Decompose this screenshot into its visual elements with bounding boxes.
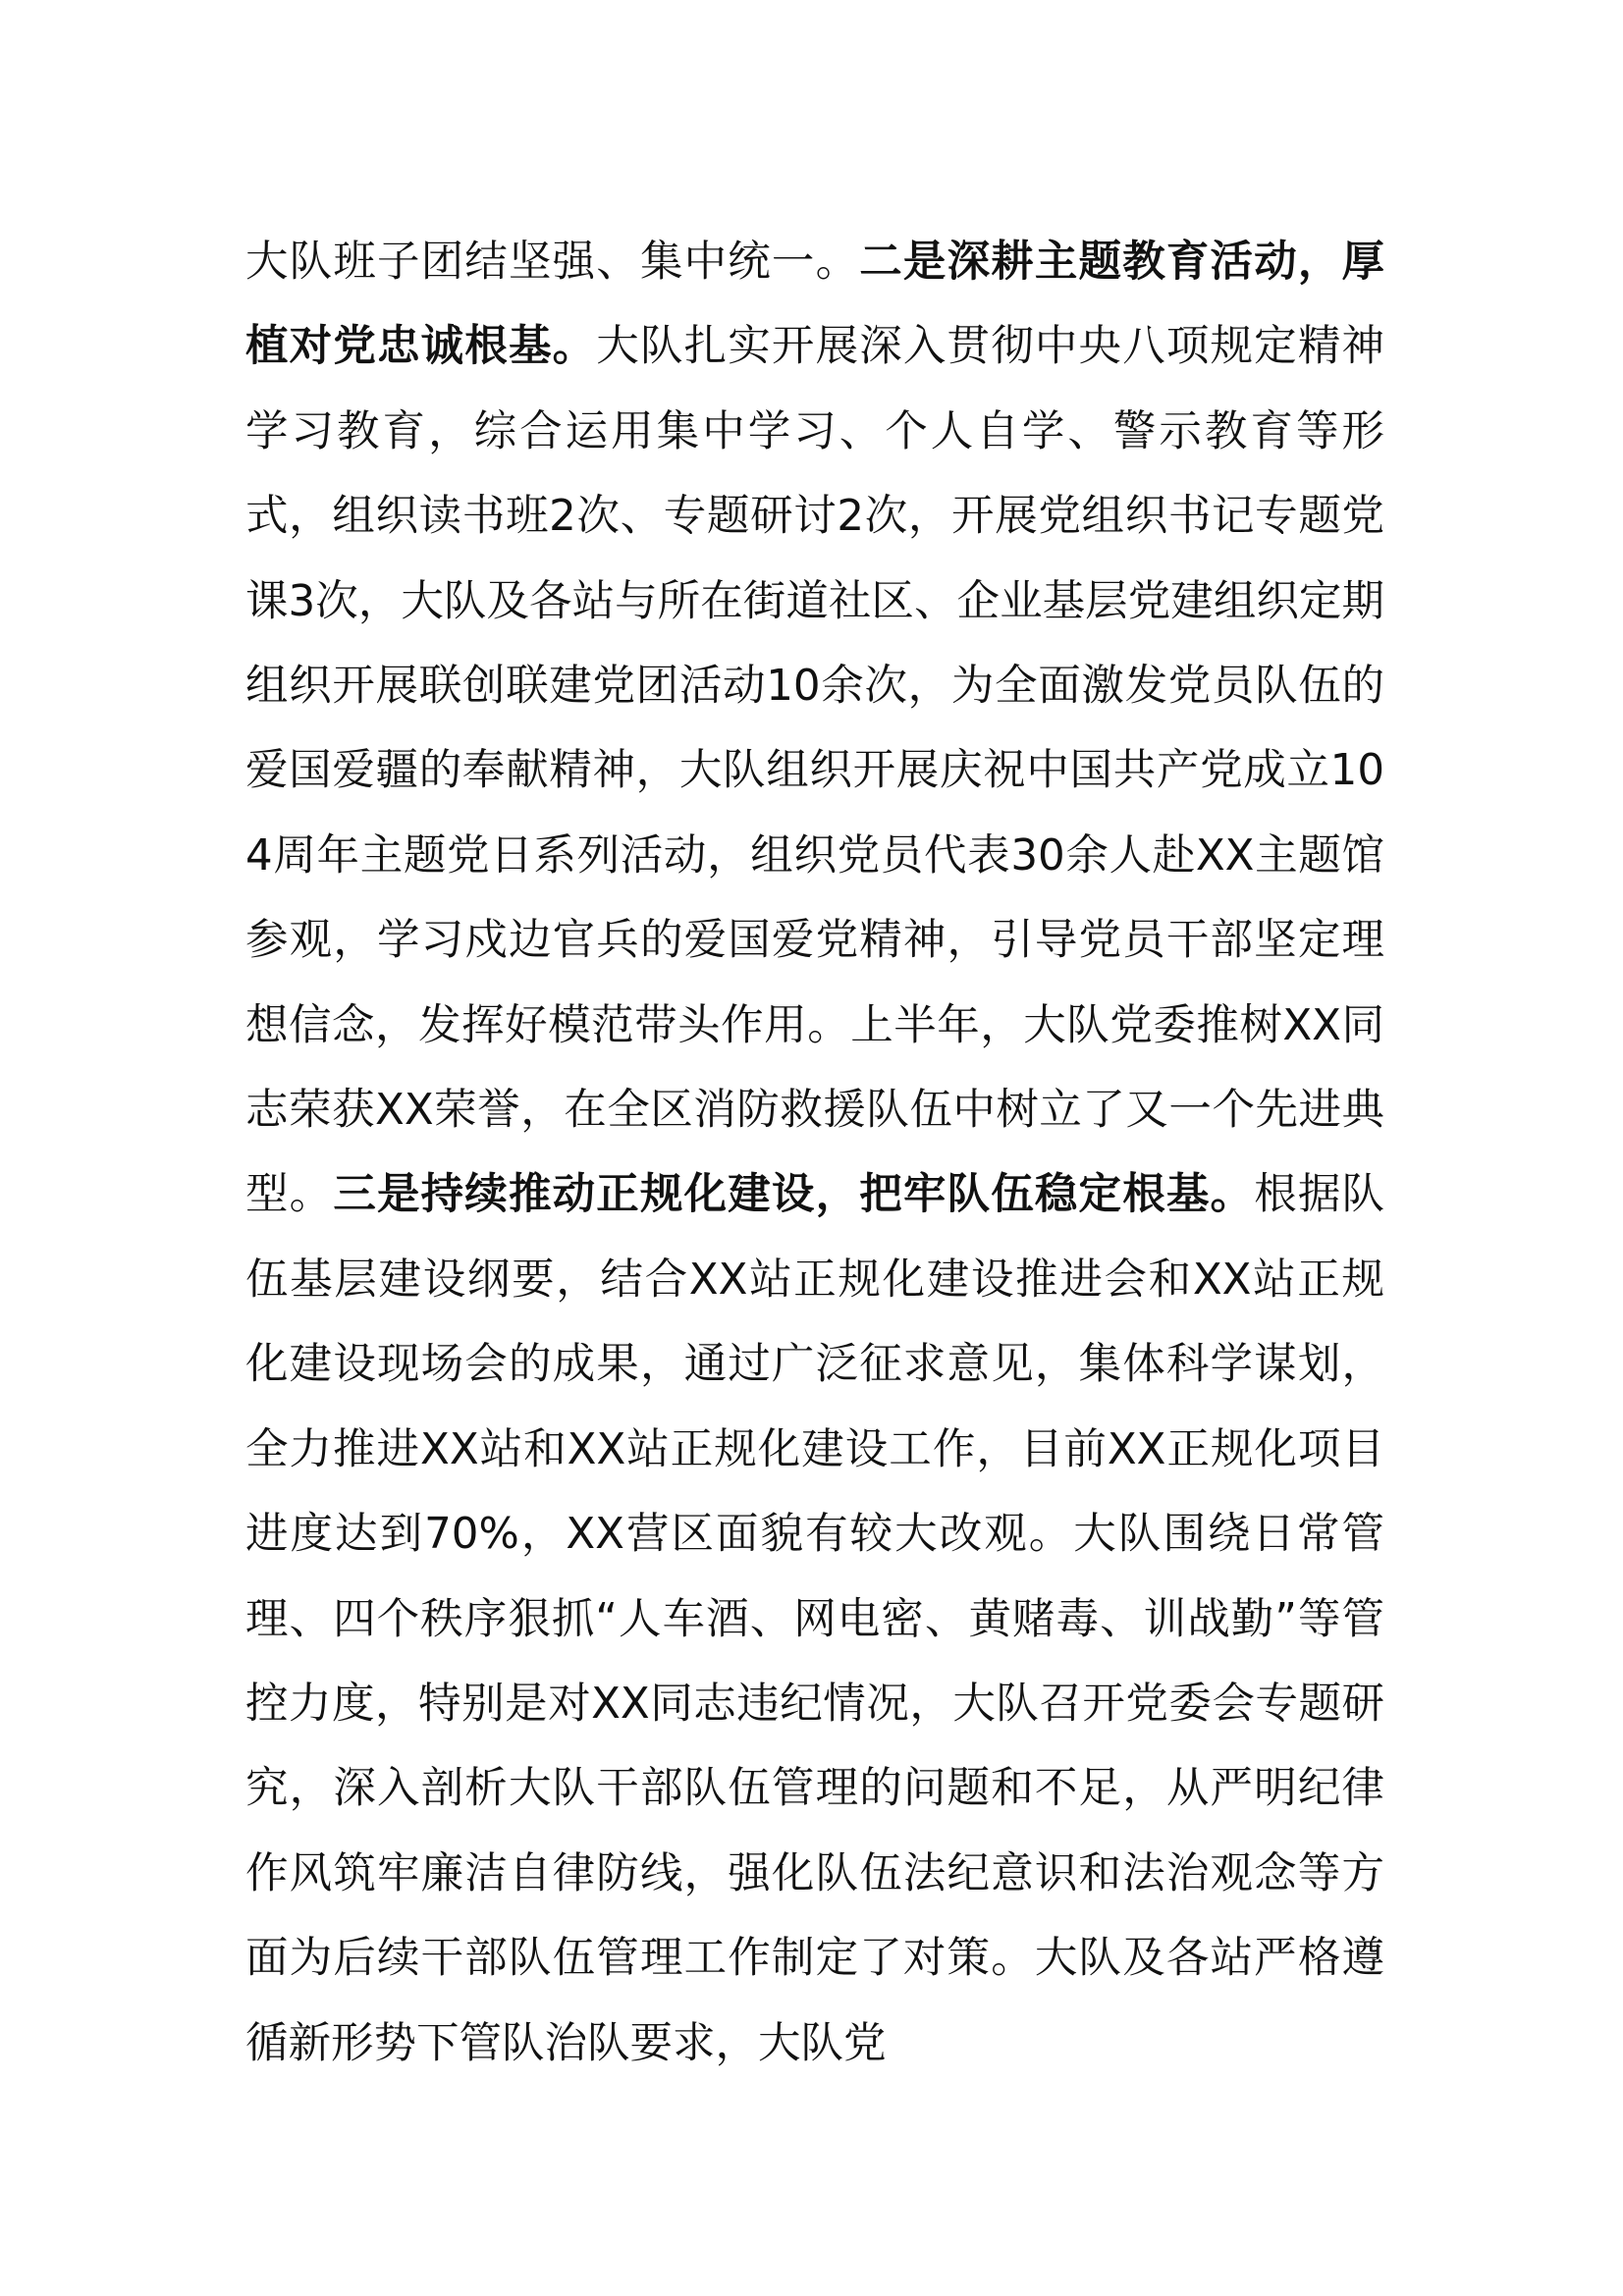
- paragraph-text-run: 根据队伍基层建设纲要，结合XX站正规化建设推进会和XX站正规化建设现场会的成果，通过广泛征求意见，集体科学谋划，全力推进XX站和XX站正规化建设工作，目前XX正规化项目进度达到70%，XX营区面貌有较大改观。大队围绕日常管理、四个秩序狠抓“人车酒、网电密、黄赌毒、训战勤”等管控力度，特别是对XX同志违纪情况，大队召开党委会专题研究，深入剖析大队干部队伍管理的问题和不足，从严明纪律作风筑牢廉洁自律防线，强化队伍法纪意识和法治观念等方面为后续干部队伍管理工作制定了对策。大队及各站严格遵循新形势下管队治队要求，大队党: [245, 1170, 1385, 2068]
- bold-heading-run: 二是深耕主题教育活动，厚植对党忠诚根基。: [245, 238, 1385, 372]
- body-paragraph: [245, 220, 1384, 2086]
- bold-heading-run: 三是持续推动正规化建设，把牢队伍稳定根基。: [333, 1170, 1255, 1220]
- paragraph-text-run: 大队扎实开展深入贯彻中央八项规定精神学习教育，综合运用集中学习、个人自学、警示教育等形式，组织读书班2次、专题研讨2次，开展党组织书记专题党课3次，大队及各站与所在街道社区、企业基层党建组织定期组织开展联创联建党团活动10余次，为全面激发党员队伍的爱国爱疆的奉献精神，大队组织开展庆祝中国共产党成立104周年主题党日系列活动，组织党员代表30余人赴XX主题馆参观，学习戍边官兵的爱国爱党精神，引导党员干部坚定理想信念，发挥好模范带头作用。上半年，大队党委推树XX同志荣获XX荣誉，在全区消防救援队伍中树立了又一个先进典型。: [245, 322, 1385, 1220]
- paragraph-text-run: 大队班子团结坚强、集中统一。: [245, 238, 860, 287]
